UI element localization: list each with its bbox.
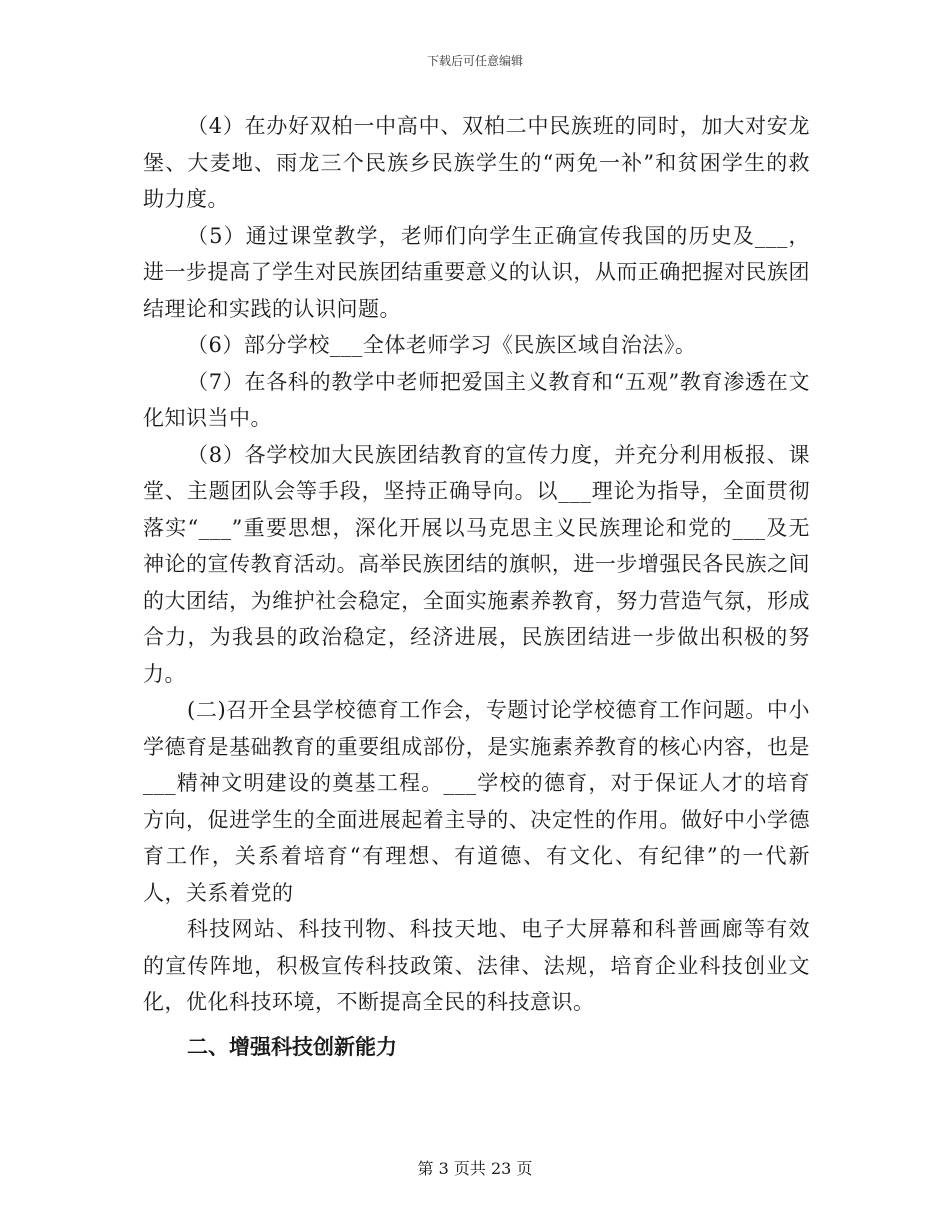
paragraph-moral-education: (二)召开全县学校德育工作会，专题讨论学校德育工作问题。中小学德育是基础教育的重要组成部份，是实施素养教育的核心内容，也是___精神文明建设的奠基工程。___学校的德育，对于保证人才的培育方向，促进学生的全面进展起着主导的、决定性的作用。做好中小学德育工作，关系着培育“有理想、有道德、有文化、有纪律”的一代新人，关系着党的 <box>143 698 810 905</box>
paragraph-item-8: （8）各学校加大民族团结教育的宣传力度，并充分利用板报、课堂、主题团队会等手段，坚持正确导向。以___理论为指导，全面贯彻落实“___”重要思想，深化开展以马克思主义民族理论和党的___及无神论的宣传教育活动。高举民族团结的旗帜，进一步增强民各民族之间的大团结，为维护社会稳定，全面实施素养教育，努力营造气氛，形成合力，为我县的政治稳定，经济进展，民族团结进一步做出积极的努力。 <box>143 442 810 686</box>
paragraph-item-5: （5）通过课堂教学，老师们向学生正确宣传我国的历史及___，进一步提高了学生对民族团结重要意义的认识，从而正确把握对民族团结理论和实践的认识问题。 <box>143 223 810 321</box>
paragraph-item-7: （7）在各科的教学中老师把爱国主义教育和“五观”教育渗透在文化知识当中。 <box>143 369 810 430</box>
document-body <box>143 108 810 1065</box>
paragraph-item-4: （4）在办好双柏一中高中、双柏二中民族班的同时，加大对安龙堡、大麦地、雨龙三个民族乡民族学生的“两免一补”和贫困学生的救助力度。 <box>143 114 810 211</box>
page-number: 第 3 页共 23 页 <box>417 1159 533 1178</box>
section-heading: 二、增强科技创新能力 <box>187 1034 397 1059</box>
paragraph-tech-publicity: 科技网站、科技刊物、科技天地、电子大屏幕和科普画廊等有效的宣传阵地，积极宣传科技政策、法律、法规，培育企业科技创业文化，优化科技环境，不断提高全民的科技意识。 <box>143 917 810 1014</box>
paragraph-item-6: （6）部分学校___全体老师学习《民族区域自治法》。 <box>187 333 697 357</box>
page-header: 下载后可任意编辑 <box>426 54 523 68</box>
